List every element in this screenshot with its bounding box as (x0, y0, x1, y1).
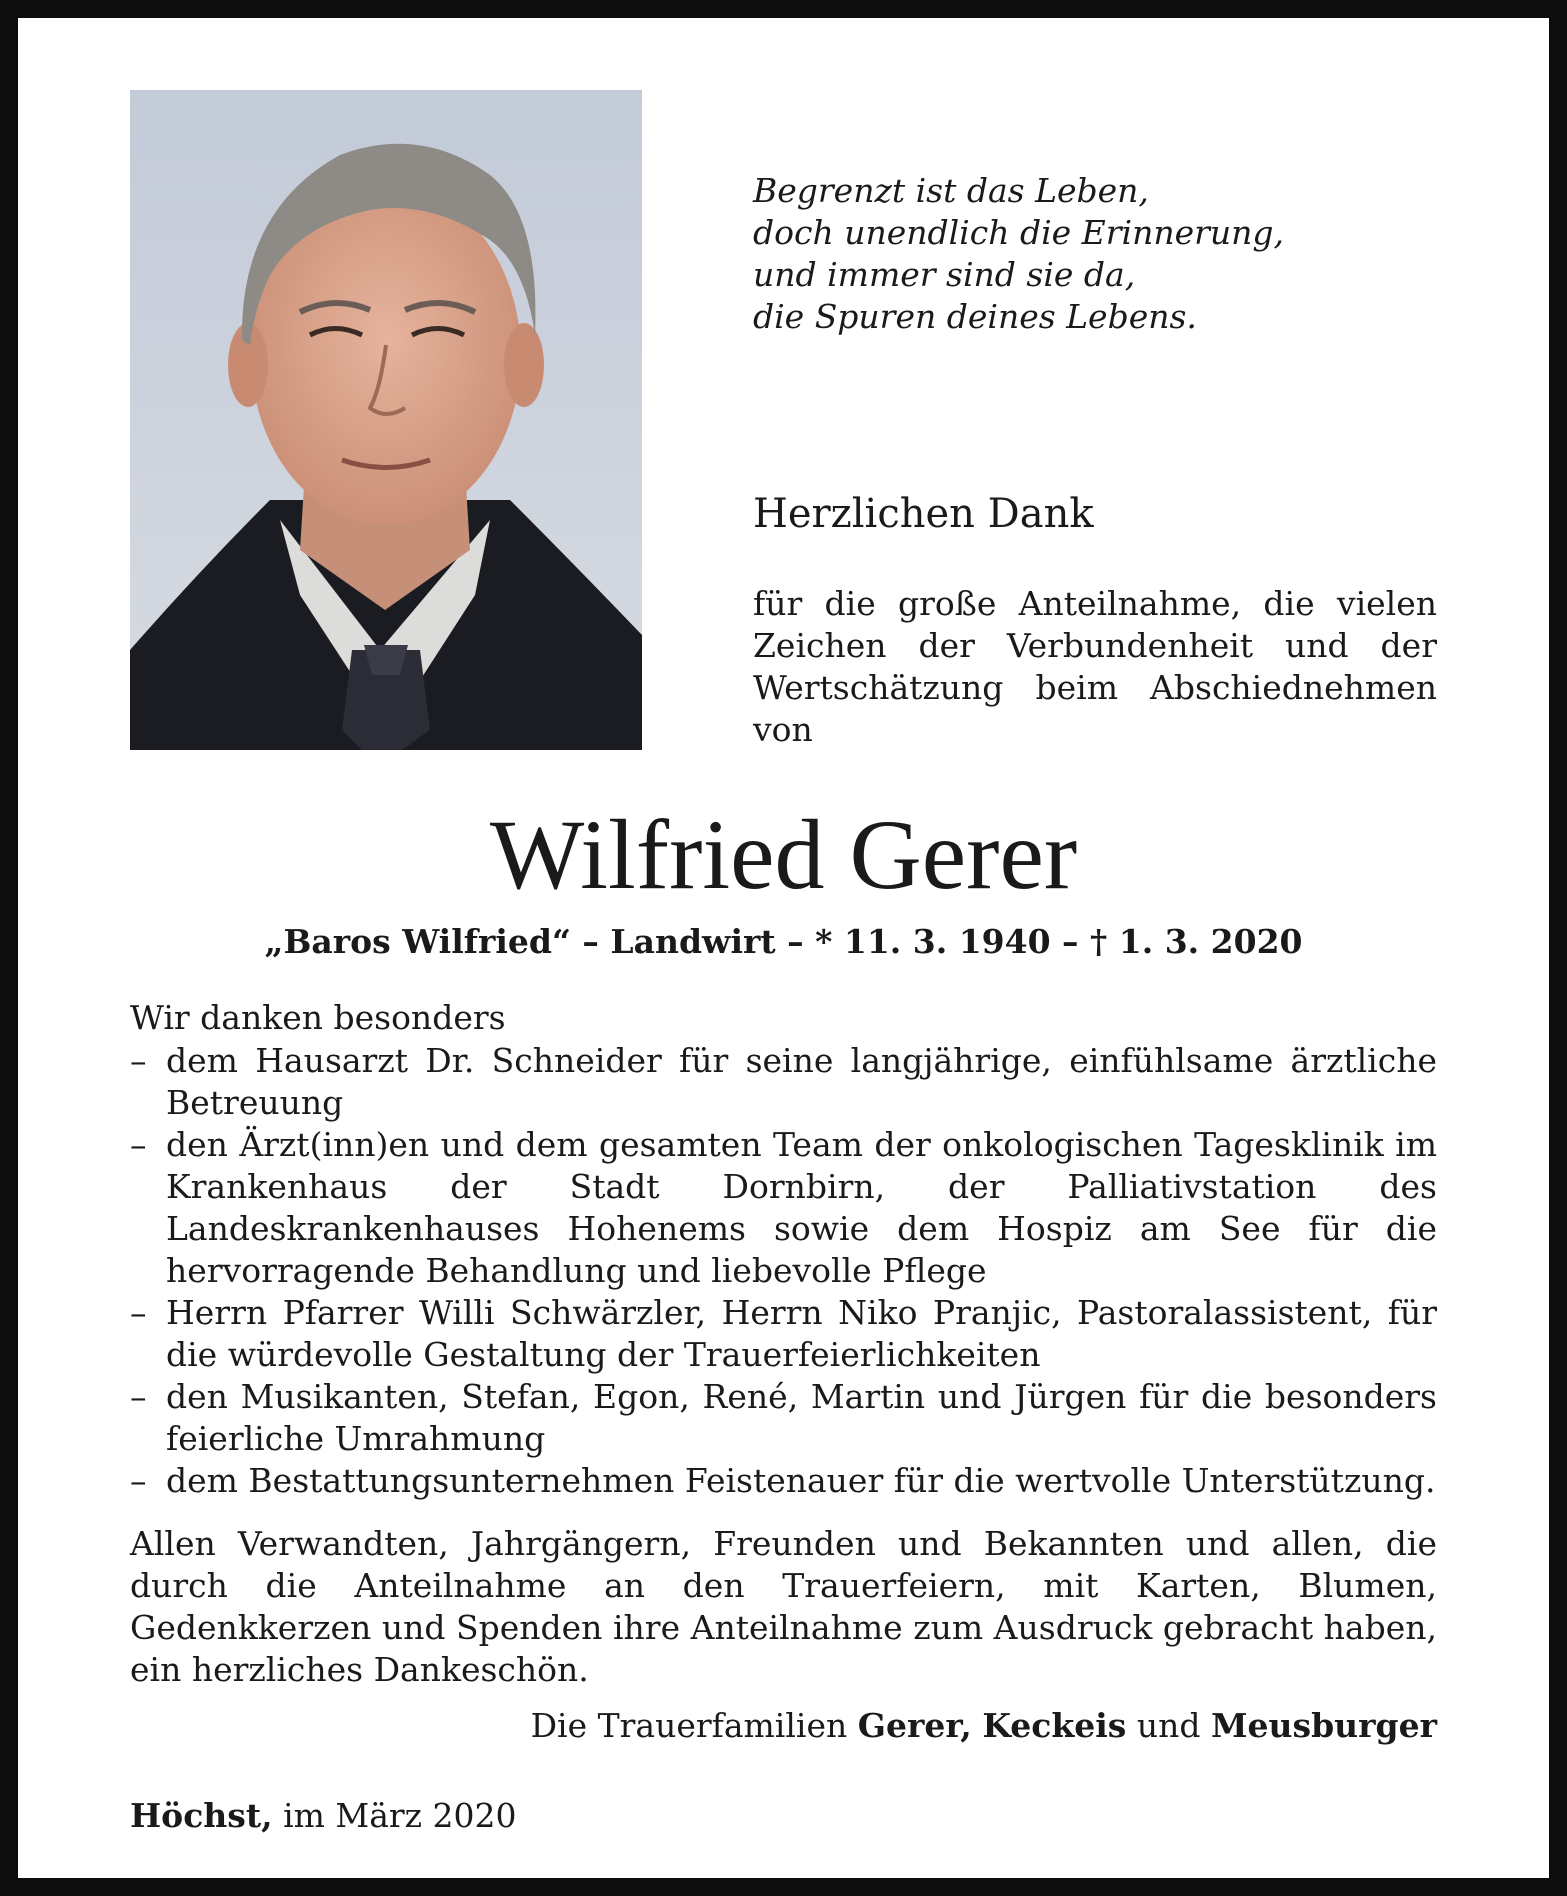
family-name: Keckeis (982, 1706, 1127, 1745)
poem-line: und immer sind sie da, (753, 255, 1136, 294)
poem-line: doch unendlich die Erinnerung, (753, 213, 1285, 252)
list-item: – dem Hausarzt Dr. Schneider für seine langjährige, einfühlsame ärztliche Betreuung (130, 1040, 1437, 1124)
family-name: Gerer, (857, 1706, 972, 1745)
list-item: – dem Bestattungsunternehmen Feistenauer für die wertvolle Unterstützung. (130, 1460, 1437, 1502)
list-item: – Herrn Pfarrer Willi Schwärzler, Herrn Niko Pranjic, Pastoralassistent, für die würdevolle Gestaltung der Trauerfeierlichkeiten (130, 1292, 1437, 1376)
place-town: Höchst, (130, 1796, 273, 1835)
place-date (130, 1795, 517, 1837)
list-item: – den Musikanten, Stefan, Egon, René, Martin und Jürgen für die besonders feierliche Umrahmung (130, 1376, 1437, 1460)
list-item: – den Ärzt(inn)en und dem gesamten Team der onkologischen Tagesklinik im Krankenhaus der Stadt Dornbirn, der Palliativstation des Landeskrankenhauses Hohenems sowie dem Hospiz am See für die hervorragende Behandlung und liebevolle Pflege (130, 1124, 1437, 1292)
acknowledgements-list (130, 1040, 1437, 1502)
signature (531, 1705, 1437, 1747)
thanks-heading: Herzlichen Dank (753, 491, 1094, 537)
portrait-photo (130, 90, 642, 750)
acknowledgements-intro: Wir danken besonders (130, 998, 506, 1037)
closing-paragraph: Allen Verwandten, Jahrgängern, Freunden und Bekannten und allen, die durch die Anteilnahme an den Trauerfeiern, mit Karten, Blumen, Gedenkkerzen und Spenden ihre Anteilnahme zum Ausdruck gebracht haben, ein herzliches Dankeschön. (130, 1524, 1437, 1689)
signature-connector: und (1136, 1706, 1201, 1745)
place-date-text: im März 2020 (283, 1796, 517, 1835)
deceased-subtitle: „Baros Wilfried“ – Landwirt – * 11. 3. 1940 – † 1. 3. 2020 (264, 922, 1303, 961)
thanks-body: für die große Anteilnahme, die vielen Zeichen der Verbundenheit und der Wertschätzung beim Abschiednehmen von (753, 584, 1437, 749)
family-name: Meusburger (1210, 1706, 1437, 1745)
deceased-name: Wilfried Gerer (489, 799, 1078, 910)
poem-line: die Spuren deines Lebens. (753, 297, 1197, 336)
memorial-poem (753, 170, 1453, 338)
signature-prefix: Die Trauerfamilien (530, 1706, 848, 1745)
poem-line: Begrenzt ist das Leben, (753, 171, 1149, 210)
